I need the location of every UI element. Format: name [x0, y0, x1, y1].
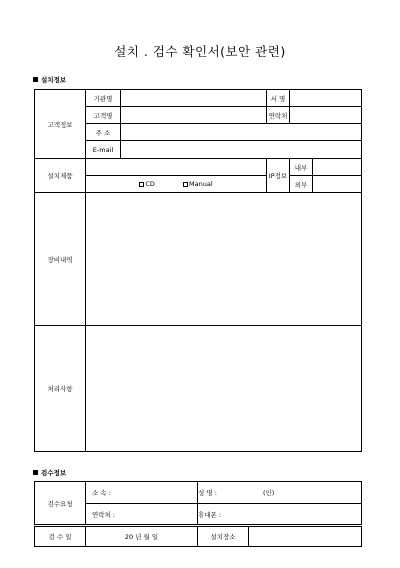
contact-field[interactable] [290, 107, 362, 124]
inspection-info-table [34, 481, 362, 525]
inspection-date-table [34, 526, 362, 547]
org-name-field[interactable] [121, 90, 267, 107]
square-bullet-icon [33, 470, 38, 475]
email-label: E-mail [86, 141, 121, 159]
name-field[interactable] [198, 482, 362, 504]
requester-label: 검수요청 [35, 482, 86, 525]
install-section-title: 설치정보 [41, 76, 67, 84]
cd-option-label: CD [145, 180, 155, 188]
contact-field[interactable] [86, 504, 198, 525]
signature-label: 서 명 [267, 90, 290, 107]
signature-field[interactable] [290, 90, 362, 107]
mobile-label: 휴대폰 : [198, 510, 222, 519]
inspection-contact-label: 연락처 : [92, 510, 116, 519]
name-label: 성 명 : [198, 489, 217, 497]
address-label: 주 소 [86, 124, 121, 141]
org-name-label: 기관명 [86, 90, 121, 107]
seal-label: (인) [262, 489, 275, 497]
product-field[interactable] [86, 159, 267, 176]
email-field[interactable] [121, 141, 362, 159]
ip-external-label: 외부 [290, 176, 313, 193]
mobile-field[interactable] [198, 504, 362, 525]
cd-option[interactable] [139, 180, 155, 188]
equipment-label: 장비내역 [35, 193, 86, 326]
manual-option-label: Manual [189, 180, 213, 188]
customer-name-label: 고객명 [86, 107, 121, 124]
ip-internal-field[interactable] [313, 159, 362, 176]
manual-option[interactable] [183, 180, 213, 188]
media-options [86, 176, 267, 193]
affiliation-label: 소 속 : [92, 489, 111, 497]
document-title: 설치 . 검수 확인서(보안 관련) [114, 44, 286, 59]
customer-info-label: 고객정보 [35, 90, 86, 159]
processing-label: 처리사항 [35, 326, 86, 452]
install-section-heading [33, 75, 66, 84]
install-site-field[interactable] [249, 527, 362, 547]
product-label: 설치제품 [35, 159, 86, 193]
inspection-section-title: 검수정보 [41, 469, 67, 477]
ip-external-field[interactable] [313, 176, 362, 193]
ip-internal-label: 내부 [290, 159, 313, 176]
inspection-section-heading [33, 468, 66, 477]
install-info-table [34, 89, 362, 452]
checkbox-icon[interactable] [139, 182, 144, 187]
install-site-label: 설치장소 [198, 527, 249, 547]
inspection-date-field[interactable]: 20 년 월 일 [86, 527, 198, 547]
processing-field[interactable] [86, 326, 362, 452]
checkbox-icon[interactable] [183, 182, 188, 187]
equipment-field[interactable] [86, 193, 362, 326]
inspection-date-label: 검 수 일 [35, 527, 86, 547]
address-field[interactable] [121, 124, 362, 141]
contact-label: 연락처 [267, 107, 290, 124]
customer-name-field[interactable] [121, 107, 267, 124]
affiliation-field[interactable] [86, 482, 198, 504]
square-bullet-icon [33, 77, 38, 82]
ip-info-label: IP정보 [267, 159, 290, 193]
